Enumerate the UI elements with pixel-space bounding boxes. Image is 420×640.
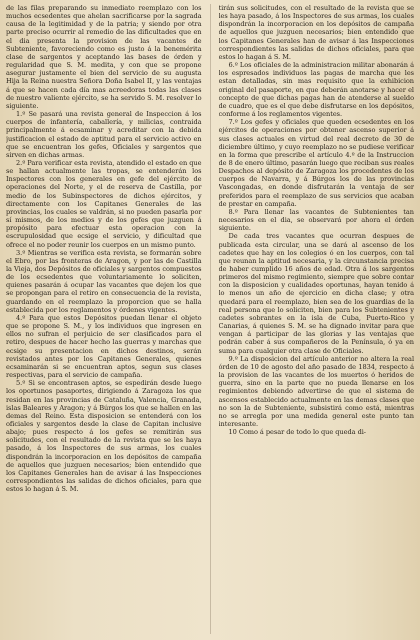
left-column	[6, 4, 202, 634]
column-divider	[210, 4, 211, 634]
right-paragraph: 7.º Los gefes y oficiales que queden ecsedentes en los ejércitos de operaciones por obtener ascenso superior á sus clases actuales en virtud del real decreto de 30 de diciembre último, y cuyo reemplazo no se pudiese verificar en la forma que prescribe el artículo 4.º de la Instruccion de 8 de enero último, pasarán luego que reciban sus reales Despachos al depósito de Zaragoza los procedentes de los cuerpos de Navarra, y á Búrgos los de las provincias Vascongadas, en donde disfrutarán la ventaja de ser preferidos para el reemplazo de sus servicios que acaban de prestar en campaña.	[218, 118, 414, 208]
right-paragraph: tirán sus solicitudes, con el resultado de la revista que se les haya pasado, á los Inspectores de sus armas, los cuales dispondrán la incorporacion en los depósitos de campaña de aquellos que juzguen necesarios; bien entendido que los Capitanes Generales han de avisar á las Inspecciones correspondientes las salidas de dichos oficiales, para que estos lo hagan á S. M.	[218, 4, 414, 61]
right-paragraph: De cada tres vacantes que ocurran despues de publicada esta circular, una se dará al ascenso de los cadetes que hay en los colegios ó en los cuerpos, con tal que reunan la aptitud necesaria, y la circunstancia precisa de haber cumplido 16 años de edad. Otra á los sargentos primeros del mismo regimiento, siempre que sobre contar con la disposicion y cualidades oportunas, hayan tenido á lo menos un año de ejercicio en dicha clase; y otra quedará para el reemplazo, bien sea de los guardias de la real persona que lo soliciten, bien para los Subtenientes y cadetes sobrantes en la isla de Cuba, Puerto-Rico y Canarias, á quienes S. M. se ha dignado invitar para que vengan á participar de las glorias y las ventajas que podrán caber á sus compañeros de la Península, ó ya en suma para cualquier otra clase de Oficiales.	[218, 232, 414, 355]
left-paragraph: 4.º Para que estos Depósitos puedan llenar el objeto que se propone S. M., y los individuos que ingresen en ellos no sufran el perjuicio de ser clasificados para el retiro, despues de hacer hecho las guerras y marchas que ecsige su presentacion en dichos destinos, serán revistados antes por los Capitanes Generales, quienes ecsaminarán si se encuentran aptos, segun sus clases respectivas, para el servicio de campaña.	[6, 313, 202, 380]
right-paragraph: 8.º Para llenar las vacantes de Subtenientes tan necesarios en el dia, se observará por ahora el órden siguiente.	[218, 207, 414, 233]
left-paragraph: 1.º Se pasará una revista general de Inspeccion á los cuerpos de infantería, caballería, y milicias, contraida principalmente á ecsaminar y acreditar con la debida justificacion el estado de aptitud para el servicio activo en que se encuentran los gefes, Oficiales y sargentos que sirven en dichas armas.	[6, 110, 202, 159]
left-paragraph: 3.º Mientras se verifica esta revista, se formarán sobre el Ebro, por las fronteras de Aragon, y por las de Castilla la Vieja, dos Depósitos de oficiales y sargentos compuestos de los ecsedentes que voluntariamente lo soliciten, quienes pasarán á ocupar las vacantes que dejen los que se propongan para el retiro en consecuencia de la revista, guardando en el reemplazo la proporcion que se halla establecida por los reglamentos y órdenes vigentes.	[6, 248, 202, 314]
left-paragraph: de las filas preparando su inmediato reemplazo con los muchos ecsedentes que ahelan sacrificarse por la sagrada causa de la legitimidad y de la patria; y siendo por otra parte preciso ocurrir al remedio de las dificultades que en el dia presenta la provision de las vacantes de Subteniente, favoreciendo como es justo á la benemérita clase de sargentos y aceptando las bases de órden y regularidad que S. M. medita, y con que se propone asegurar justamente el bien del servicio de su augusta Hija la Reina nuestra Señora Doña Isabel II, y las ventajas á que se hacen cada día mas acreedoras todas las clases de nuestro valiente ejército, se ha servido S. M. resolver lo siguiente.	[6, 4, 202, 110]
right-column	[219, 4, 415, 634]
left-paragraph: 5.º Si se encontrasen aptos, se espedirán desde luego los oportunos pasaportes, dirigiendo á Zaragoza los que residan en las provincias de Cataluña, Valencia, Granada, islas Baleares y Aragon; y á Búrgos los que se hallen en las demas del Reino. Esta disposicion se entenderá con los oficiales y sargentos desde la clase de Capitan inclusive abajo; pues respecto á los gefes se remitirán sus solicitudes, con el resultado de la revista que se les haya pasado, á los Inspectores de sus armas, los cuales dispondrán la incorporacion en los depósitos de campaña de aquellos que juzguen necesarios; bien entendido que los Capitanes Generales han de avisar á las Inspecciones correspondientes las salidas de dichos oficiales, para que estos lo hagan á S. M.	[6, 379, 202, 494]
right-paragraph: 10 Como á pesar de todo lo que queda di-	[228, 428, 366, 437]
text-columns	[6, 4, 414, 634]
left-paragraph: 2.º Para verificar esta revista, atendido el estado en que se hallan actualmente las tropas, se entenderán los Inspectores con los generales en gefe del ejército de operaciones del Norte, y el de reserva de Castilla, por medio de los Subinspectores de dichos ejércitos, y directamente con los Capitanes Generales de las provincias, los cuales se valdrán, si no pueden pasarla por sí mismos, de los medios y de los gefes que juzguen á propósito para efectuar esta operacion con la escrupulosidad que ecsige el servicio, y dificultad que ofrece el no poder reunir los cuerpos en un mismo punto.	[6, 158, 202, 249]
right-paragraph: 9.º La disposicion del artículo anterior no altera la real órden de 10 de agosto del año pasado de 1834, respecto á la provision de las vacantes de los muertos ó heridos de guerra, sino en la parte que no pueda llenarse en los regimientos debiendo advertirse de que el sistema de ascensos establecido actualmente en las demas clases que no son la de Subteniente, subsistirá como está, mientras no se arregla por una medida general este punto tan interesante.	[218, 354, 414, 428]
right-paragraph: 6.º Los oficiales de la administracion militar abonarán á los espresados individuos las pagas de marcha que les estan detalladas, sin mas requisito que la exhibicion original del pasaporte, en que deberán anotarse y hacer el concepto de que dichas pagas han de atenderse al sueldo de cuadro, que es el que debe disfrutarse en los depósitos, conforme á los reglamentos vigentes.	[218, 61, 414, 119]
